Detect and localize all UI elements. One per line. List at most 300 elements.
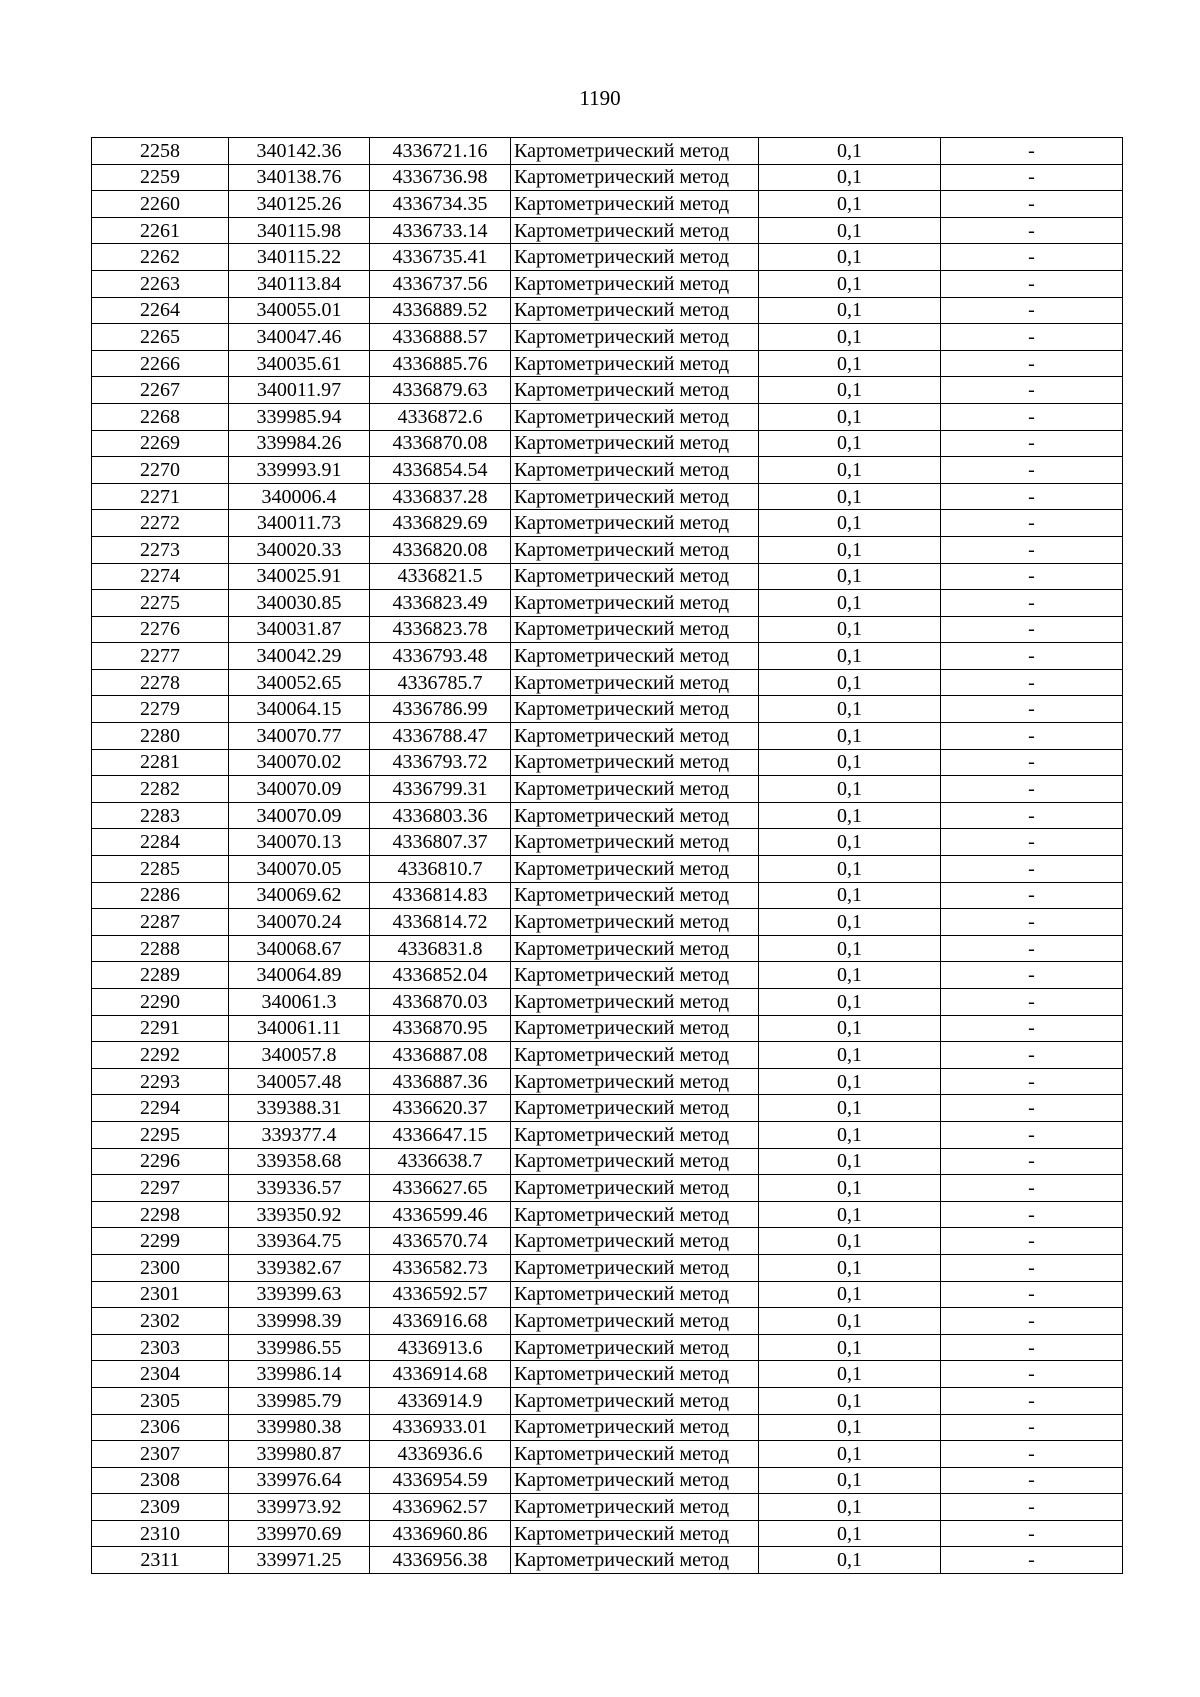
method-cell: Картометрический метод [511, 457, 759, 484]
point-number-cell: 2308 [92, 1467, 229, 1494]
extra-cell: - [941, 1228, 1123, 1255]
extra-cell: - [941, 1387, 1123, 1414]
y-coordinate-cell: 4336879.63 [370, 377, 511, 404]
point-number-cell: 2304 [92, 1361, 229, 1388]
accuracy-cell: 0,1 [759, 138, 941, 165]
method-cell: Картометрический метод [511, 1281, 759, 1308]
accuracy-cell: 0,1 [759, 1414, 941, 1441]
extra-cell: - [941, 616, 1123, 643]
method-cell: Картометрический метод [511, 1201, 759, 1228]
accuracy-cell: 0,1 [759, 1015, 941, 1042]
accuracy-cell: 0,1 [759, 377, 941, 404]
point-number-cell: 2289 [92, 962, 229, 989]
table-row [92, 616, 1123, 643]
method-cell: Картометрический метод [511, 882, 759, 909]
table-row [92, 270, 1123, 297]
y-coordinate-cell: 4336933.01 [370, 1414, 511, 1441]
method-cell: Картометрический метод [511, 377, 759, 404]
extra-cell: - [941, 696, 1123, 723]
table-row [92, 1228, 1123, 1255]
accuracy-cell: 0,1 [759, 483, 941, 510]
method-cell: Картометрический метод [511, 1068, 759, 1095]
table-row [92, 909, 1123, 936]
extra-cell: - [941, 669, 1123, 696]
extra-cell: - [941, 430, 1123, 457]
y-coordinate-cell: 4336914.68 [370, 1361, 511, 1388]
x-coordinate-cell: 340115.98 [229, 217, 370, 244]
extra-cell: - [941, 1441, 1123, 1468]
y-coordinate-cell: 4336803.36 [370, 802, 511, 829]
x-coordinate-cell: 339980.38 [229, 1414, 370, 1441]
x-coordinate-cell: 339336.57 [229, 1175, 370, 1202]
point-number-cell: 2291 [92, 1015, 229, 1042]
x-coordinate-cell: 340061.3 [229, 989, 370, 1016]
extra-cell: - [941, 1467, 1123, 1494]
extra-cell: - [941, 590, 1123, 617]
x-coordinate-cell: 340061.11 [229, 1015, 370, 1042]
y-coordinate-cell: 4336872.6 [370, 403, 511, 430]
point-number-cell: 2303 [92, 1334, 229, 1361]
y-coordinate-cell: 4336916.68 [370, 1308, 511, 1335]
point-number-cell: 2288 [92, 935, 229, 962]
point-number-cell: 2307 [92, 1441, 229, 1468]
y-coordinate-cell: 4336956.38 [370, 1547, 511, 1574]
x-coordinate-cell: 339358.68 [229, 1148, 370, 1175]
accuracy-cell: 0,1 [759, 776, 941, 803]
x-coordinate-cell: 339985.79 [229, 1387, 370, 1414]
table-row [92, 1042, 1123, 1069]
table-row [92, 1015, 1123, 1042]
x-coordinate-cell: 340057.8 [229, 1042, 370, 1069]
accuracy-cell: 0,1 [759, 643, 941, 670]
x-coordinate-cell: 339998.39 [229, 1308, 370, 1335]
table-row [92, 483, 1123, 510]
x-coordinate-cell: 340070.02 [229, 749, 370, 776]
extra-cell: - [941, 403, 1123, 430]
accuracy-cell: 0,1 [759, 1361, 941, 1388]
x-coordinate-cell: 340020.33 [229, 536, 370, 563]
extra-cell: - [941, 1361, 1123, 1388]
y-coordinate-cell: 4336885.76 [370, 350, 511, 377]
x-coordinate-cell: 340011.73 [229, 510, 370, 537]
y-coordinate-cell: 4336734.35 [370, 191, 511, 218]
method-cell: Картометрический метод [511, 989, 759, 1016]
x-coordinate-cell: 340070.05 [229, 856, 370, 883]
table-row [92, 802, 1123, 829]
accuracy-cell: 0,1 [759, 191, 941, 218]
table-row [92, 723, 1123, 750]
table-row [92, 1387, 1123, 1414]
point-number-cell: 2286 [92, 882, 229, 909]
point-number-cell: 2272 [92, 510, 229, 537]
y-coordinate-cell: 4336820.08 [370, 536, 511, 563]
accuracy-cell: 0,1 [759, 829, 941, 856]
point-number-cell: 2309 [92, 1494, 229, 1521]
table-row [92, 1201, 1123, 1228]
table-row [92, 1254, 1123, 1281]
table-row [92, 217, 1123, 244]
method-cell: Картометрический метод [511, 1015, 759, 1042]
x-coordinate-cell: 340068.67 [229, 935, 370, 962]
accuracy-cell: 0,1 [759, 669, 941, 696]
point-number-cell: 2306 [92, 1414, 229, 1441]
method-cell: Картометрический метод [511, 270, 759, 297]
y-coordinate-cell: 4336823.78 [370, 616, 511, 643]
table-row [92, 1414, 1123, 1441]
table-row [92, 669, 1123, 696]
y-coordinate-cell: 4336793.48 [370, 643, 511, 670]
extra-cell: - [941, 1414, 1123, 1441]
y-coordinate-cell: 4336786.99 [370, 696, 511, 723]
point-number-cell: 2261 [92, 217, 229, 244]
method-cell: Картометрический метод [511, 1520, 759, 1547]
accuracy-cell: 0,1 [759, 616, 941, 643]
extra-cell: - [941, 270, 1123, 297]
extra-cell: - [941, 1308, 1123, 1335]
point-number-cell: 2293 [92, 1068, 229, 1095]
x-coordinate-cell: 339986.14 [229, 1361, 370, 1388]
x-coordinate-cell: 339364.75 [229, 1228, 370, 1255]
table-row [92, 1148, 1123, 1175]
table-row [92, 1095, 1123, 1122]
table-row [92, 164, 1123, 191]
y-coordinate-cell: 4336829.69 [370, 510, 511, 537]
x-coordinate-cell: 340070.77 [229, 723, 370, 750]
method-cell: Картометрический метод [511, 590, 759, 617]
x-coordinate-cell: 339970.69 [229, 1520, 370, 1547]
extra-cell: - [941, 297, 1123, 324]
method-cell: Картометрический метод [511, 616, 759, 643]
extra-cell: - [941, 1175, 1123, 1202]
table-row [92, 1547, 1123, 1574]
y-coordinate-cell: 4336814.72 [370, 909, 511, 936]
extra-cell: - [941, 1201, 1123, 1228]
accuracy-cell: 0,1 [759, 802, 941, 829]
page-number: 1190 [579, 86, 621, 110]
accuracy-cell: 0,1 [759, 403, 941, 430]
x-coordinate-cell: 340055.01 [229, 297, 370, 324]
extra-cell: - [941, 1547, 1123, 1574]
accuracy-cell: 0,1 [759, 723, 941, 750]
x-coordinate-cell: 339986.55 [229, 1334, 370, 1361]
x-coordinate-cell: 340035.61 [229, 350, 370, 377]
x-coordinate-cell: 340052.65 [229, 669, 370, 696]
point-number-cell: 2296 [92, 1148, 229, 1175]
extra-cell: - [941, 377, 1123, 404]
method-cell: Картометрический метод [511, 164, 759, 191]
extra-cell: - [941, 164, 1123, 191]
table-row [92, 1281, 1123, 1308]
accuracy-cell: 0,1 [759, 430, 941, 457]
extra-cell: - [941, 191, 1123, 218]
y-coordinate-cell: 4336647.15 [370, 1121, 511, 1148]
method-cell: Картометрический метод [511, 1361, 759, 1388]
y-coordinate-cell: 4336793.72 [370, 749, 511, 776]
table-row [92, 776, 1123, 803]
table-row [92, 856, 1123, 883]
table-row [92, 749, 1123, 776]
y-coordinate-cell: 4336954.59 [370, 1467, 511, 1494]
accuracy-cell: 0,1 [759, 536, 941, 563]
point-number-cell: 2297 [92, 1175, 229, 1202]
method-cell: Картометрический метод [511, 1308, 759, 1335]
method-cell: Картометрический метод [511, 536, 759, 563]
extra-cell: - [941, 350, 1123, 377]
x-coordinate-cell: 339976.64 [229, 1467, 370, 1494]
extra-cell: - [941, 1254, 1123, 1281]
accuracy-cell: 0,1 [759, 590, 941, 617]
y-coordinate-cell: 4336888.57 [370, 324, 511, 351]
table-row [92, 1308, 1123, 1335]
table-row [92, 457, 1123, 484]
accuracy-cell: 0,1 [759, 270, 941, 297]
method-cell: Картометрический метод [511, 1228, 759, 1255]
method-cell: Картометрический метод [511, 483, 759, 510]
coordinates-table-body [92, 138, 1123, 1574]
extra-cell: - [941, 1334, 1123, 1361]
method-cell: Картометрический метод [511, 1175, 759, 1202]
x-coordinate-cell: 340070.09 [229, 776, 370, 803]
point-number-cell: 2266 [92, 350, 229, 377]
x-coordinate-cell: 339985.94 [229, 403, 370, 430]
extra-cell: - [941, 962, 1123, 989]
extra-cell: - [941, 829, 1123, 856]
extra-cell: - [941, 138, 1123, 165]
y-coordinate-cell: 4336810.7 [370, 856, 511, 883]
point-number-cell: 2295 [92, 1121, 229, 1148]
method-cell: Картометрический метод [511, 563, 759, 590]
accuracy-cell: 0,1 [759, 1175, 941, 1202]
x-coordinate-cell: 339984.26 [229, 430, 370, 457]
x-coordinate-cell: 339399.63 [229, 1281, 370, 1308]
x-coordinate-cell: 340064.15 [229, 696, 370, 723]
extra-cell: - [941, 1068, 1123, 1095]
extra-cell: - [941, 483, 1123, 510]
point-number-cell: 2260 [92, 191, 229, 218]
y-coordinate-cell: 4336870.08 [370, 430, 511, 457]
point-number-cell: 2300 [92, 1254, 229, 1281]
x-coordinate-cell: 340042.29 [229, 643, 370, 670]
point-number-cell: 2294 [92, 1095, 229, 1122]
table-row [92, 297, 1123, 324]
accuracy-cell: 0,1 [759, 749, 941, 776]
x-coordinate-cell: 340006.4 [229, 483, 370, 510]
table-row [92, 1334, 1123, 1361]
y-coordinate-cell: 4336599.46 [370, 1201, 511, 1228]
extra-cell: - [941, 802, 1123, 829]
method-cell: Картометрический метод [511, 1414, 759, 1441]
method-cell: Картометрический метод [511, 1254, 759, 1281]
method-cell: Картометрический метод [511, 430, 759, 457]
extra-cell: - [941, 536, 1123, 563]
point-number-cell: 2274 [92, 563, 229, 590]
y-coordinate-cell: 4336788.47 [370, 723, 511, 750]
y-coordinate-cell: 4336962.57 [370, 1494, 511, 1521]
method-cell: Картометрический метод [511, 1042, 759, 1069]
extra-cell: - [941, 856, 1123, 883]
extra-cell: - [941, 989, 1123, 1016]
y-coordinate-cell: 4336814.83 [370, 882, 511, 909]
method-cell: Картометрический метод [511, 962, 759, 989]
point-number-cell: 2311 [92, 1547, 229, 1574]
accuracy-cell: 0,1 [759, 1520, 941, 1547]
table-row [92, 377, 1123, 404]
method-cell: Картометрический метод [511, 297, 759, 324]
extra-cell: - [941, 723, 1123, 750]
accuracy-cell: 0,1 [759, 962, 941, 989]
table-row [92, 962, 1123, 989]
method-cell: Картометрический метод [511, 324, 759, 351]
method-cell: Картометрический метод [511, 1095, 759, 1122]
extra-cell: - [941, 563, 1123, 590]
y-coordinate-cell: 4336592.57 [370, 1281, 511, 1308]
extra-cell: - [941, 882, 1123, 909]
x-coordinate-cell: 340125.26 [229, 191, 370, 218]
accuracy-cell: 0,1 [759, 297, 941, 324]
accuracy-cell: 0,1 [759, 1068, 941, 1095]
x-coordinate-cell: 339971.25 [229, 1547, 370, 1574]
point-number-cell: 2283 [92, 802, 229, 829]
accuracy-cell: 0,1 [759, 1228, 941, 1255]
x-coordinate-cell: 340064.89 [229, 962, 370, 989]
accuracy-cell: 0,1 [759, 164, 941, 191]
table-row [92, 1467, 1123, 1494]
method-cell: Картометрический метод [511, 1494, 759, 1521]
table-row [92, 430, 1123, 457]
accuracy-cell: 0,1 [759, 244, 941, 271]
point-number-cell: 2262 [92, 244, 229, 271]
accuracy-cell: 0,1 [759, 909, 941, 936]
extra-cell: - [941, 776, 1123, 803]
extra-cell: - [941, 935, 1123, 962]
y-coordinate-cell: 4336960.86 [370, 1520, 511, 1547]
point-number-cell: 2301 [92, 1281, 229, 1308]
extra-cell: - [941, 1121, 1123, 1148]
method-cell: Картометрический метод [511, 350, 759, 377]
point-number-cell: 2285 [92, 856, 229, 883]
extra-cell: - [941, 244, 1123, 271]
method-cell: Картометрический метод [511, 244, 759, 271]
point-number-cell: 2263 [92, 270, 229, 297]
point-number-cell: 2265 [92, 324, 229, 351]
x-coordinate-cell: 340047.46 [229, 324, 370, 351]
extra-cell: - [941, 643, 1123, 670]
point-number-cell: 2292 [92, 1042, 229, 1069]
x-coordinate-cell: 340070.24 [229, 909, 370, 936]
table-row [92, 563, 1123, 590]
x-coordinate-cell: 339980.87 [229, 1441, 370, 1468]
table-row [92, 191, 1123, 218]
y-coordinate-cell: 4336914.9 [370, 1387, 511, 1414]
method-cell: Картометрический метод [511, 696, 759, 723]
accuracy-cell: 0,1 [759, 1095, 941, 1122]
method-cell: Картометрический метод [511, 669, 759, 696]
method-cell: Картометрический метод [511, 510, 759, 537]
method-cell: Картометрический метод [511, 1387, 759, 1414]
table-row [92, 1175, 1123, 1202]
x-coordinate-cell: 340057.48 [229, 1068, 370, 1095]
method-cell: Картометрический метод [511, 1547, 759, 1574]
point-number-cell: 2268 [92, 403, 229, 430]
y-coordinate-cell: 4336852.04 [370, 962, 511, 989]
y-coordinate-cell: 4336582.73 [370, 1254, 511, 1281]
method-cell: Картометрический метод [511, 802, 759, 829]
extra-cell: - [941, 1015, 1123, 1042]
extra-cell: - [941, 217, 1123, 244]
table-row [92, 1361, 1123, 1388]
method-cell: Картометрический метод [511, 1121, 759, 1148]
accuracy-cell: 0,1 [759, 935, 941, 962]
point-number-cell: 2271 [92, 483, 229, 510]
coordinates-table [91, 137, 1123, 1574]
table-row [92, 1494, 1123, 1521]
point-number-cell: 2276 [92, 616, 229, 643]
point-number-cell: 2264 [92, 297, 229, 324]
method-cell: Картометрический метод [511, 723, 759, 750]
table-row [92, 1121, 1123, 1148]
point-number-cell: 2273 [92, 536, 229, 563]
x-coordinate-cell: 339350.92 [229, 1201, 370, 1228]
accuracy-cell: 0,1 [759, 510, 941, 537]
point-number-cell: 2278 [92, 669, 229, 696]
extra-cell: - [941, 1042, 1123, 1069]
point-number-cell: 2299 [92, 1228, 229, 1255]
method-cell: Картометрический метод [511, 217, 759, 244]
table-row [92, 350, 1123, 377]
table-row [92, 643, 1123, 670]
x-coordinate-cell: 340011.97 [229, 377, 370, 404]
table-row [92, 1441, 1123, 1468]
y-coordinate-cell: 4336735.41 [370, 244, 511, 271]
x-coordinate-cell: 339973.92 [229, 1494, 370, 1521]
method-cell: Картометрический метод [511, 403, 759, 430]
x-coordinate-cell: 339377.4 [229, 1121, 370, 1148]
method-cell: Картометрический метод [511, 935, 759, 962]
extra-cell: - [941, 1520, 1123, 1547]
table-row [92, 590, 1123, 617]
accuracy-cell: 0,1 [759, 1494, 941, 1521]
table-row [92, 1068, 1123, 1095]
method-cell: Картометрический метод [511, 909, 759, 936]
x-coordinate-cell: 340138.76 [229, 164, 370, 191]
x-coordinate-cell: 339388.31 [229, 1095, 370, 1122]
extra-cell: - [941, 1095, 1123, 1122]
accuracy-cell: 0,1 [759, 350, 941, 377]
accuracy-cell: 0,1 [759, 1042, 941, 1069]
accuracy-cell: 0,1 [759, 1547, 941, 1574]
table-row [92, 536, 1123, 563]
y-coordinate-cell: 4336785.7 [370, 669, 511, 696]
table-row [92, 244, 1123, 271]
point-number-cell: 2258 [92, 138, 229, 165]
table-row [92, 829, 1123, 856]
method-cell: Картометрический метод [511, 749, 759, 776]
point-number-cell: 2270 [92, 457, 229, 484]
table-row [92, 696, 1123, 723]
y-coordinate-cell: 4336837.28 [370, 483, 511, 510]
extra-cell: - [941, 510, 1123, 537]
method-cell: Картометрический метод [511, 1441, 759, 1468]
point-number-cell: 2259 [92, 164, 229, 191]
x-coordinate-cell: 339993.91 [229, 457, 370, 484]
point-number-cell: 2269 [92, 430, 229, 457]
point-number-cell: 2290 [92, 989, 229, 1016]
accuracy-cell: 0,1 [759, 1467, 941, 1494]
y-coordinate-cell: 4336807.37 [370, 829, 511, 856]
x-coordinate-cell: 340113.84 [229, 270, 370, 297]
accuracy-cell: 0,1 [759, 563, 941, 590]
x-coordinate-cell: 340031.87 [229, 616, 370, 643]
